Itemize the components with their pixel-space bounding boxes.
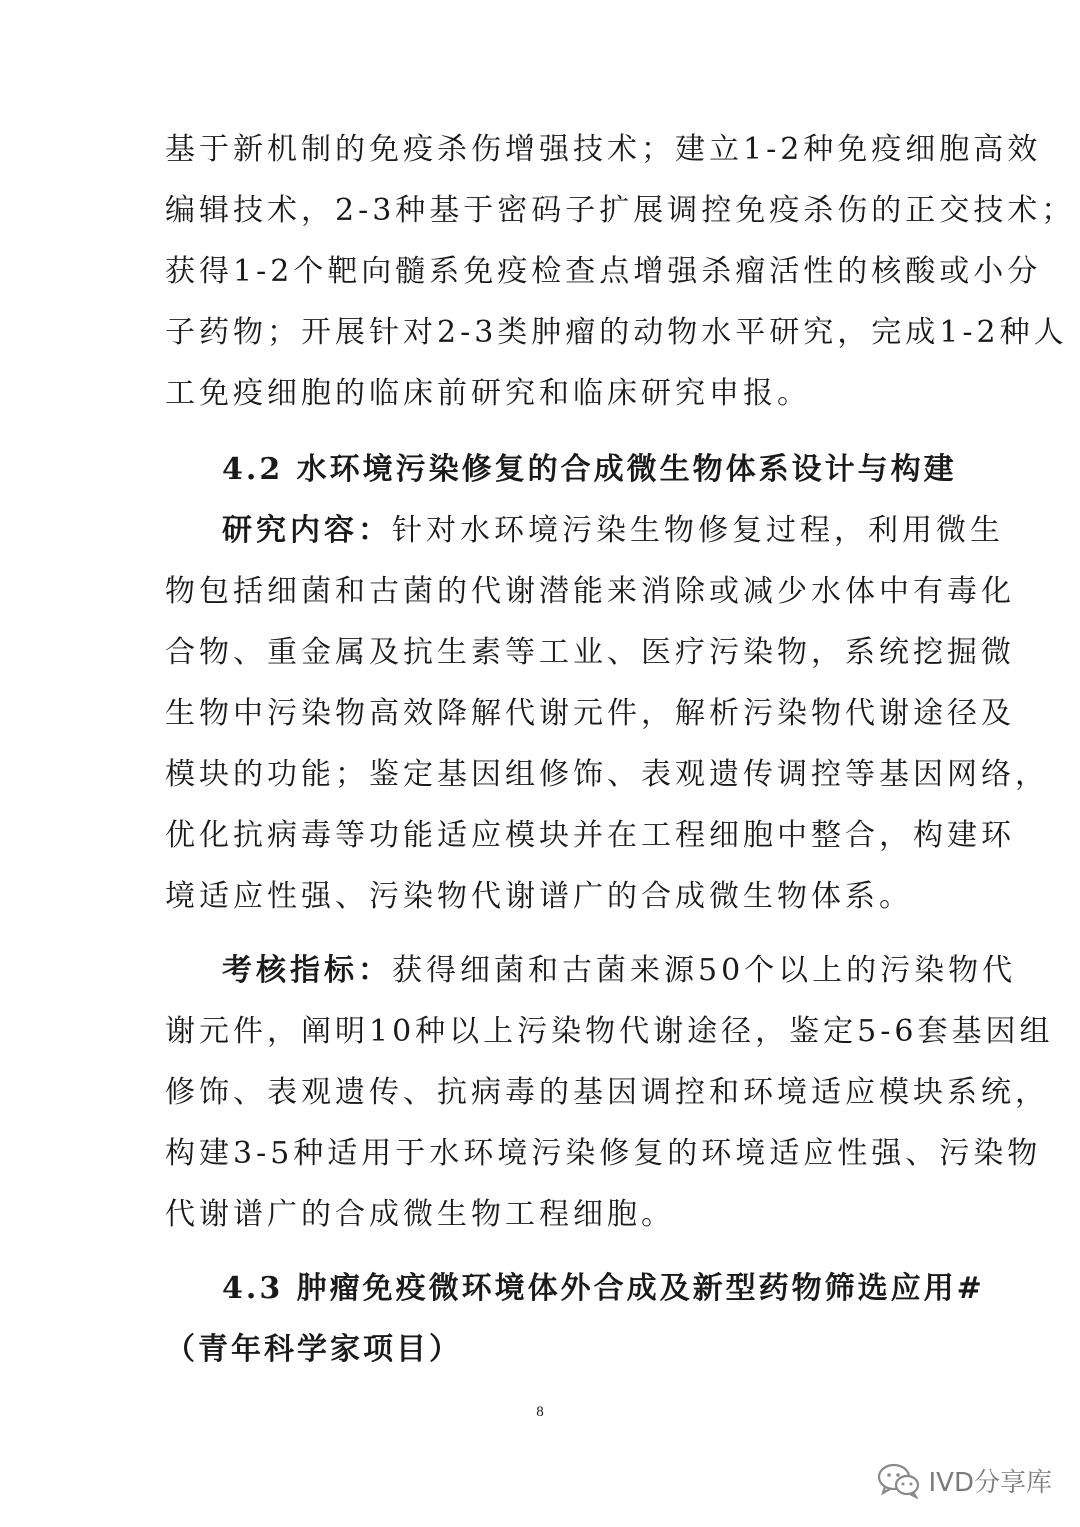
paragraph-line: 合物、重金属及抗生素等工业、医疗污染物，系统挖掘微 — [165, 635, 1015, 670]
paragraph-line — [165, 940, 1017, 1001]
paragraph-line: 境适应性强、污染物代谢谱广的合成微生物体系。 — [165, 879, 913, 914]
paragraph-line: 基于新机制的免疫杀伤增强技术；建立1-2种免疫细胞高效 — [165, 132, 1042, 167]
paragraph-line — [165, 500, 1004, 561]
assessment-label: 考核指标： — [222, 953, 392, 988]
paragraph-line: 优化抗病毒等功能适应模块并在工程细胞中整合，构建环 — [165, 818, 1015, 853]
paragraph-line: 修饰、表观遗传、抗病毒的基因调控和环境适应模块系统， — [165, 1075, 1049, 1110]
page-number: 8 — [536, 1404, 544, 1420]
watermark — [877, 1462, 1052, 1499]
research-content-first-line: 针对水环境污染生物修复过程，利用微生 — [392, 513, 1004, 548]
paragraph-line: 代谢谱广的合成微生物工程细胞。 — [165, 1197, 675, 1232]
section-4-3-title: 4.3 肿瘤免疫微环境体外合成及新型药物筛选应用# — [222, 1271, 985, 1306]
paragraph-line: 获得1-2个靶向髓系免疫检查点增强杀瘤活性的核酸或小分 — [165, 254, 1042, 289]
paragraph-line: 谢元件，阐明10种以上污染物代谢途径，鉴定5-6套基因组 — [165, 1014, 1054, 1049]
paragraph-line: 编辑技术，2-3种基于密码子扩展调控免疫杀伤的正交技术； — [165, 193, 1076, 228]
paragraph-line: 模块的功能；鉴定基因组修饰、表观遗传调控等基因网络， — [165, 757, 1049, 792]
wechat-icon — [877, 1463, 921, 1499]
watermark-text: IVD分享库 — [928, 1468, 1052, 1498]
assessment-paragraph — [165, 940, 1054, 1245]
paragraph-line: 工免疫细胞的临床前研究和临床研究申报。 — [165, 376, 811, 411]
paragraph-line: 生物中污染物高效降解代谢元件，解析污染物代谢途径及 — [165, 696, 1015, 731]
paragraph-line: 物包括细菌和古菌的代谢潜能来消除或减少水体中有毒化 — [165, 574, 1015, 609]
top-paragraph — [165, 119, 1076, 424]
research-content-paragraph — [165, 500, 1049, 927]
paragraph-line: 子药物；开展针对2-3类肿瘤的动物水平研究，完成1-2种人 — [165, 315, 1068, 350]
assessment-first-line: 获得细菌和古菌来源50个以上的污染物代 — [392, 953, 1017, 988]
research-content-label: 研究内容： — [222, 513, 392, 548]
paragraph-line: 构建3-5种适用于水环境污染修复的环境适应性强、污染物 — [165, 1136, 1042, 1171]
section-4-2-title: 4.2 水环境污染修复的合成微生物体系设计与构建 — [222, 452, 957, 487]
section-4-3-subtitle: （青年科学家项目） — [165, 1332, 462, 1367]
